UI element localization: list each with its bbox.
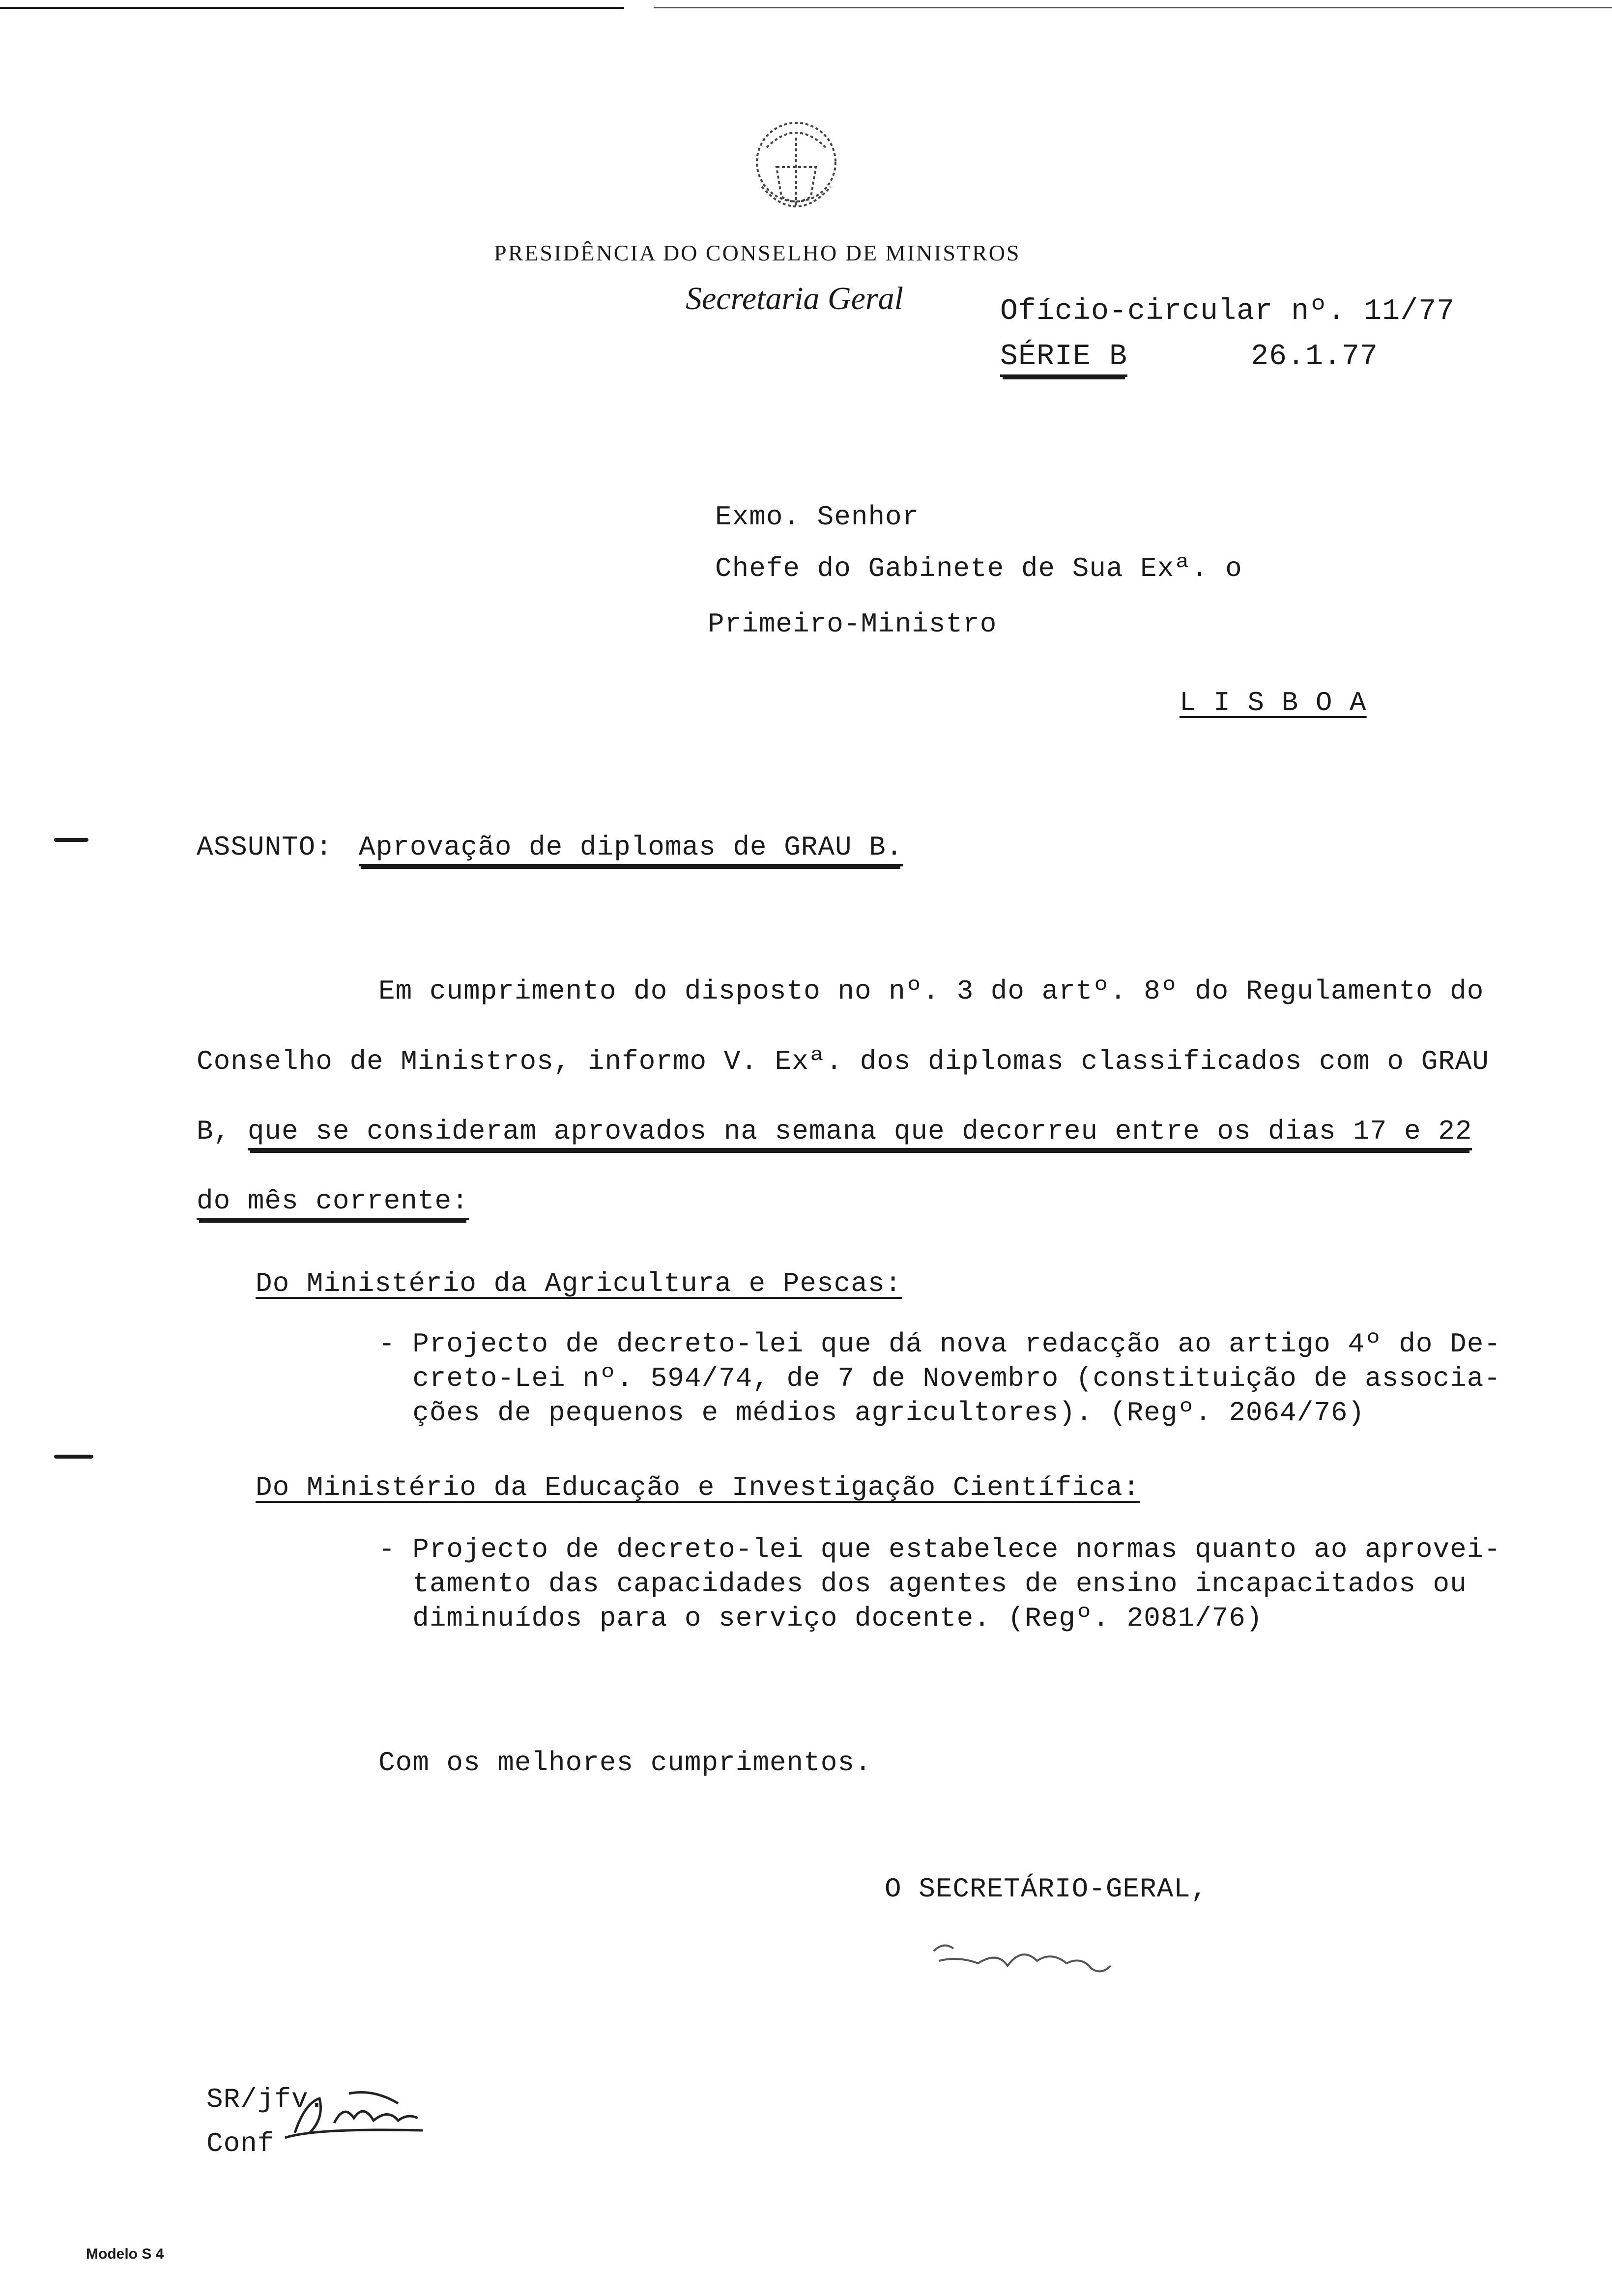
body-line-2: Conselho de Ministros, informo V. Exª. dos diplomas classificados com o GRAU bbox=[197, 1046, 1490, 1077]
signatory-title: O SECRETÁRIO-GERAL, bbox=[885, 1873, 1208, 1905]
section-heading-agriculture: Do Ministério da Agricultura e Pescas: bbox=[256, 1268, 902, 1299]
form-model-label: Modelo S 4 bbox=[86, 2246, 164, 2262]
addressee-title: Chefe do Gabinete de Sua Exª. o bbox=[715, 553, 1242, 584]
section-heading-education: Do Ministério da Educação e Investigação Científica: bbox=[256, 1472, 1140, 1503]
body-line-1: Em cumprimento do disposto no nº. 3 do artº. 8º do Regulamento do bbox=[378, 976, 1484, 1007]
conf-signature bbox=[275, 2074, 432, 2152]
list-item-education bbox=[378, 1532, 1501, 1636]
list-item-line: diminuídos para o serviço docente. (Regº. 2081/76) bbox=[378, 1603, 1263, 1634]
circular-reference: Ofício-circular nº. 11/77 bbox=[1000, 295, 1455, 328]
addressee-salutation: Exmo. Senhor bbox=[715, 501, 920, 533]
subject-label: ASSUNTO: bbox=[197, 832, 333, 863]
list-item-line: ções de pequenos e médios agricultores). (Regº. 2064/76) bbox=[378, 1397, 1365, 1429]
punch-mark-1 bbox=[54, 838, 88, 842]
list-item-line: creto-Lei nº. 594/74, de 7 de Novembro (constituição de associa- bbox=[378, 1363, 1501, 1394]
coat-of-arms-emblem bbox=[737, 108, 855, 231]
subject-text: Aprovação de diplomas de GRAU B. bbox=[359, 832, 903, 866]
punch-mark-2 bbox=[54, 1455, 93, 1459]
typist-initials: SR/jfv. bbox=[206, 2084, 326, 2115]
body-line-4: do mês corrente: bbox=[197, 1185, 469, 1220]
list-item-line: - Projecto de decreto-lei que dá nova redacção ao artigo 4º do De- bbox=[378, 1328, 1501, 1360]
addressee-office: Primeiro-Ministro bbox=[708, 608, 997, 640]
list-item-line: tamento das capacidades dos agentes de ensino incapacitados ou bbox=[378, 1568, 1467, 1600]
body-line-3-underlined: que se consideram aprovados na semana que decorreu entre os dias 17 e 22 bbox=[248, 1116, 1472, 1150]
closing-phrase: Com os melhores cumprimentos. bbox=[378, 1747, 872, 1779]
conf-label: Conf bbox=[206, 2128, 275, 2159]
handwritten-signature bbox=[924, 1922, 1130, 1985]
addressee-city: L I S B O A bbox=[1180, 687, 1367, 718]
series-label: SÉRIE B bbox=[1000, 340, 1127, 377]
body-line-3 bbox=[197, 1116, 1472, 1147]
list-item-agriculture bbox=[378, 1327, 1501, 1430]
department-script: Secretaria Geral bbox=[686, 281, 903, 316]
institution-header: PRESIDÊNCIA DO CONSELHO DE MINISTROS bbox=[494, 240, 1021, 265]
top-border-line-left bbox=[0, 7, 624, 9]
body-line-3-prefix: B, bbox=[197, 1116, 248, 1147]
list-item-line: - Projecto de decreto-lei que estabelece normas quanto ao aprovei- bbox=[378, 1534, 1501, 1565]
top-border-line-right bbox=[654, 7, 1612, 8]
document-date: 26.1.77 bbox=[1251, 340, 1379, 373]
